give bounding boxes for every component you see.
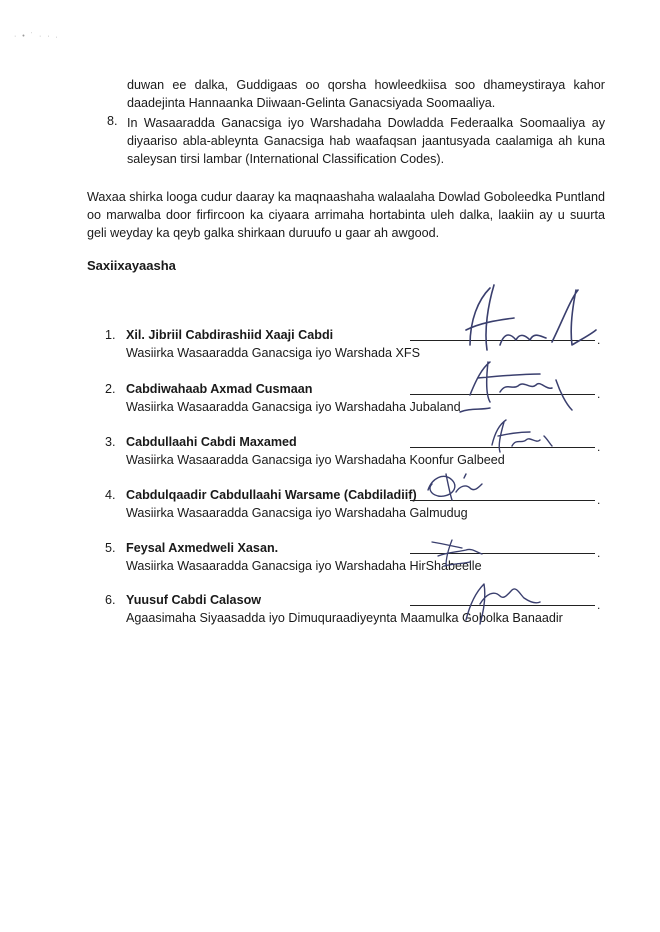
signature-line-end: . (597, 598, 601, 612)
signatory-name: Cabdiwahaab Axmad Cusmaan (126, 382, 313, 396)
paragraph-top: duwan ee dalka, Guddigaas oo qorsha howleedkiisa soo dhameystiraya kahor daadejinta Hannaanka Diiwaan-Gelinta Ganacsiyada Soomaaliya. (127, 78, 605, 110)
signatory-number: 1. (105, 328, 116, 342)
list-item-8-text: In Wasaaradda Ganacsiga iyo Warshadaha Dowladda Federaalka Soomaaliya ay diyaariso abla-ableynta Ganacsiga hab waafaqsan jaantusyada caalamiga ah kuna saleysan tirsi lambar (International Classification Codes). (127, 116, 605, 166)
signature-line (410, 394, 595, 395)
signature-line (410, 340, 595, 341)
signatory-name: Feysal Axmedweli Xasan. (126, 541, 279, 555)
signatory-title: Wasiirka Wasaaradda Ganacsiga iyo Warshadaha Koonfur Galbeed (126, 453, 505, 467)
signature-line (410, 500, 595, 501)
list-item-number: 8. (107, 114, 118, 128)
signatory-number: 4. (105, 488, 116, 502)
signatory-number: 2. (105, 382, 116, 396)
signature-line-end: . (597, 440, 601, 454)
signature-line-end: . (597, 333, 601, 347)
signature-line (410, 553, 595, 554)
signatory-name: Cabdulqaadir Cabdullaahi Warsame (Cabdiladiif) (126, 488, 417, 502)
signature-4-ink (428, 474, 482, 500)
signatory-name: Yuusuf Cabdi Calasow (126, 593, 262, 607)
signature-line-end: . (597, 387, 601, 401)
signatory-title: Agaasimaha Siyaasadda iyo Dimuquraadiyeynta Maamulka Gobolka Banaadir (126, 611, 563, 625)
signature-line-end: . (597, 546, 601, 560)
signatory-title: Wasiirka Wasaaradda Ganacsiga iyo Warshada XFS (126, 346, 420, 360)
signature-line (410, 605, 595, 606)
signature-line (410, 447, 595, 448)
scan-speck-mark: · • ˙ · · ˓ (14, 33, 60, 40)
signatories-heading: Saxiixayaasha (87, 258, 176, 273)
signatory-title: Wasiirka Wasaaradda Ganacsiga iyo Warshadaha HirShabeelle (126, 559, 482, 573)
signatory-number: 6. (105, 593, 116, 607)
signatory-number: 5. (105, 541, 116, 555)
signatory-number: 3. (105, 435, 116, 449)
signatory-title: Wasiirka Wasaaradda Ganacsiga iyo Warshadaha Jubaland (126, 400, 461, 414)
signature-2-ink (460, 362, 572, 412)
signatory-name: Cabdullaahi Cabdi Maxamed (126, 435, 297, 449)
signature-line-end: . (597, 493, 601, 507)
signatory-title: Wasiirka Wasaaradda Ganacsiga iyo Warshadaha Galmudug (126, 506, 468, 520)
paragraph-main: Waxaa shirka looga cudur daaray ka maqnaashaha walaalaha Dowlad Goboleedka Puntland oo marwalba door firfircoon ka ciyaara arrimaha hortabinta uleh dalka, laakiin ay u suurta geli weyday ka qeyb galka shirkaan duruufo u gaar ah awgood. (87, 190, 605, 240)
signatory-name: Xil. Jibriil Cabdirashiid Xaaji Cabdi (126, 328, 334, 342)
